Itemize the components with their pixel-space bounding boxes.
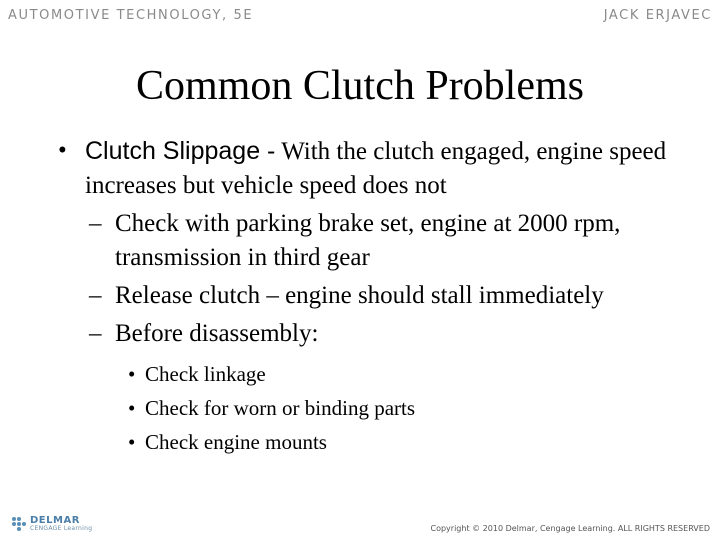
bullet-clutch-slippage [0, 134, 720, 203]
slide-title: Common Clutch Problems [135, 63, 584, 109]
sub-bullet [0, 317, 720, 351]
sub-sub-bullet-text: Check for worn or binding parts [145, 396, 416, 420]
bullet-lead: Clutch Slippage - [85, 137, 276, 165]
logo-line2: CENGAGE Learning [30, 525, 93, 532]
logo-line1: DELMAR [30, 515, 80, 526]
copyright-notice: Copyright © 2010 Delmar, Cengage Learning. ALL RIGHTS RESERVED [430, 524, 710, 533]
slide-content [0, 134, 720, 459]
sub-bullet-text: Release clutch – engine should stall immediately [115, 282, 604, 309]
sub-sub-bullet-marker: • [128, 396, 136, 420]
sub-sub-bullet-list [0, 357, 720, 459]
header-book-title: AUTOMOTIVE TECHNOLOGY, 5E [8, 8, 254, 23]
header-author: JACK ERJAVEC [603, 8, 712, 23]
sub-bullet-text: Before disassembly: [115, 320, 319, 347]
publisher-logo [12, 516, 92, 532]
sub-bullet-marker: – [89, 282, 102, 309]
sub-bullet-text: Check with parking brake set, engine at 2000 rpm, transmission in third gear [115, 210, 621, 271]
sub-sub-bullet [0, 391, 720, 425]
bullet-marker: • [58, 137, 67, 164]
sub-sub-bullet-marker: • [128, 362, 136, 386]
sub-bullet [0, 207, 720, 275]
sub-sub-bullet [0, 425, 720, 459]
sub-bullet-marker: – [89, 210, 102, 237]
sub-bullet [0, 279, 720, 313]
logo-dots-icon [12, 517, 26, 531]
sub-sub-bullet [0, 357, 720, 391]
sub-bullet-marker: – [89, 320, 102, 347]
sub-sub-bullet-text: Check linkage [145, 362, 266, 386]
bullet-text: With the clutch engaged, engine speed increases but vehicle speed does not [85, 138, 667, 199]
sub-sub-bullet-text: Check engine mounts [145, 430, 327, 454]
sub-sub-bullet-marker: • [128, 430, 136, 454]
